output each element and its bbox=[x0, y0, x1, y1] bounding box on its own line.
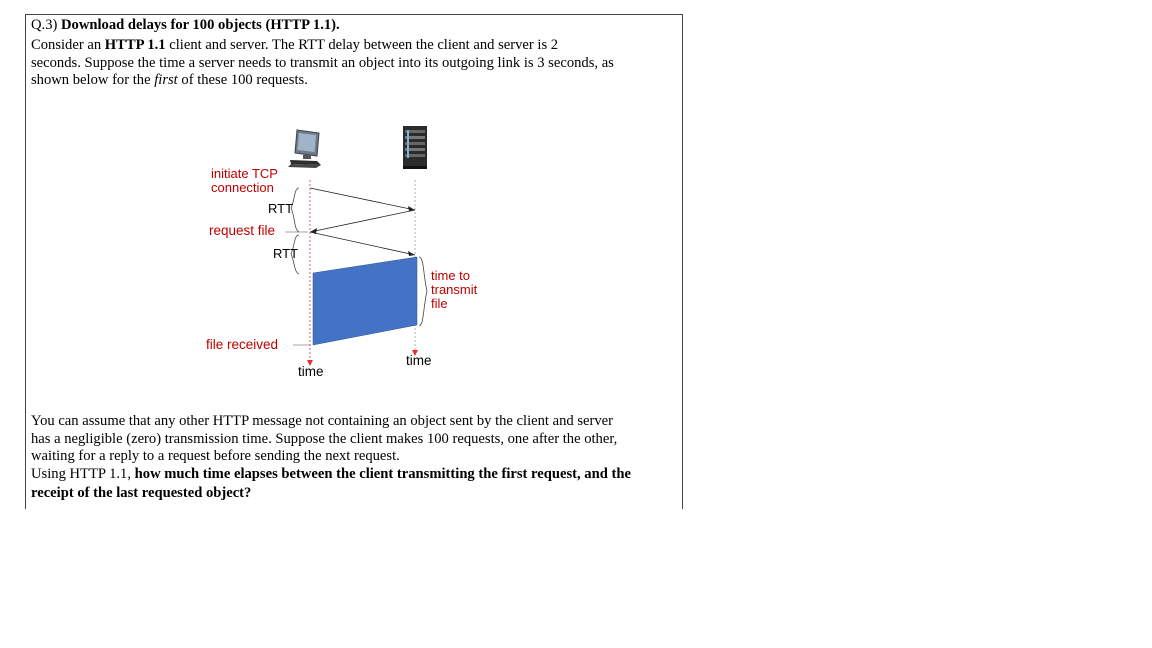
label-rtt-2: RTT bbox=[273, 246, 299, 261]
file-transfer-block bbox=[313, 257, 417, 345]
label-time-to: time to bbox=[431, 268, 471, 283]
intro-italic: first bbox=[154, 72, 178, 88]
transmit-brace bbox=[419, 257, 427, 326]
intro-bold: HTTP 1.1 bbox=[104, 37, 166, 53]
intro-line-3 bbox=[31, 72, 308, 88]
question-title: Download delays for 100 objects (HTTP 1.1). bbox=[61, 17, 340, 33]
body-bold: how much time elapses between the client transmitting the first request, and the bbox=[134, 466, 631, 482]
question-number: Q.3) bbox=[31, 17, 58, 33]
http-timing-diagram bbox=[195, 120, 505, 390]
label-initiate-2: connection bbox=[211, 180, 274, 195]
body-line-2: has a negligible (zero) transmission time. Suppose the client makes 100 requests, one after the other, bbox=[31, 431, 618, 447]
label-initiate-1: initiate TCP bbox=[211, 166, 278, 181]
body-bold: receipt of the last requested object? bbox=[31, 485, 252, 501]
label-time-server: time bbox=[406, 353, 432, 368]
synack-message bbox=[310, 210, 415, 232]
intro-line-2: seconds. Suppose the time a server needs to transmit an object into its outgoing link is 3 seconds, as bbox=[31, 55, 614, 71]
intro-text: shown below for the bbox=[31, 72, 155, 88]
desktop-computer-icon bbox=[288, 130, 321, 168]
syn-message bbox=[310, 188, 415, 210]
intro-text: client and server. The RTT delay between the client and server is 2 bbox=[165, 37, 559, 53]
intro-text: of these 100 requests. bbox=[177, 72, 308, 88]
label-transmit: transmit bbox=[431, 282, 478, 297]
server-tower-icon bbox=[403, 126, 427, 169]
intro-text: Consider an bbox=[31, 37, 105, 53]
label-file-received: file received bbox=[206, 337, 279, 352]
request-message bbox=[310, 232, 415, 255]
body-line-4 bbox=[31, 466, 631, 482]
question-heading bbox=[31, 17, 340, 33]
intro-line-1 bbox=[31, 37, 558, 53]
body-text: Using HTTP 1.1, bbox=[31, 466, 135, 482]
label-file: file bbox=[431, 296, 448, 311]
body-line-1: You can assume that any other HTTP message not containing an object sent by the client and server bbox=[31, 413, 613, 429]
body-line-5 bbox=[31, 485, 251, 501]
body-line-3: waiting for a reply to a request before sending the next request. bbox=[31, 448, 400, 464]
label-request-file: request file bbox=[209, 223, 276, 238]
label-time-client: time bbox=[298, 364, 324, 379]
label-rtt-1: RTT bbox=[268, 201, 294, 216]
